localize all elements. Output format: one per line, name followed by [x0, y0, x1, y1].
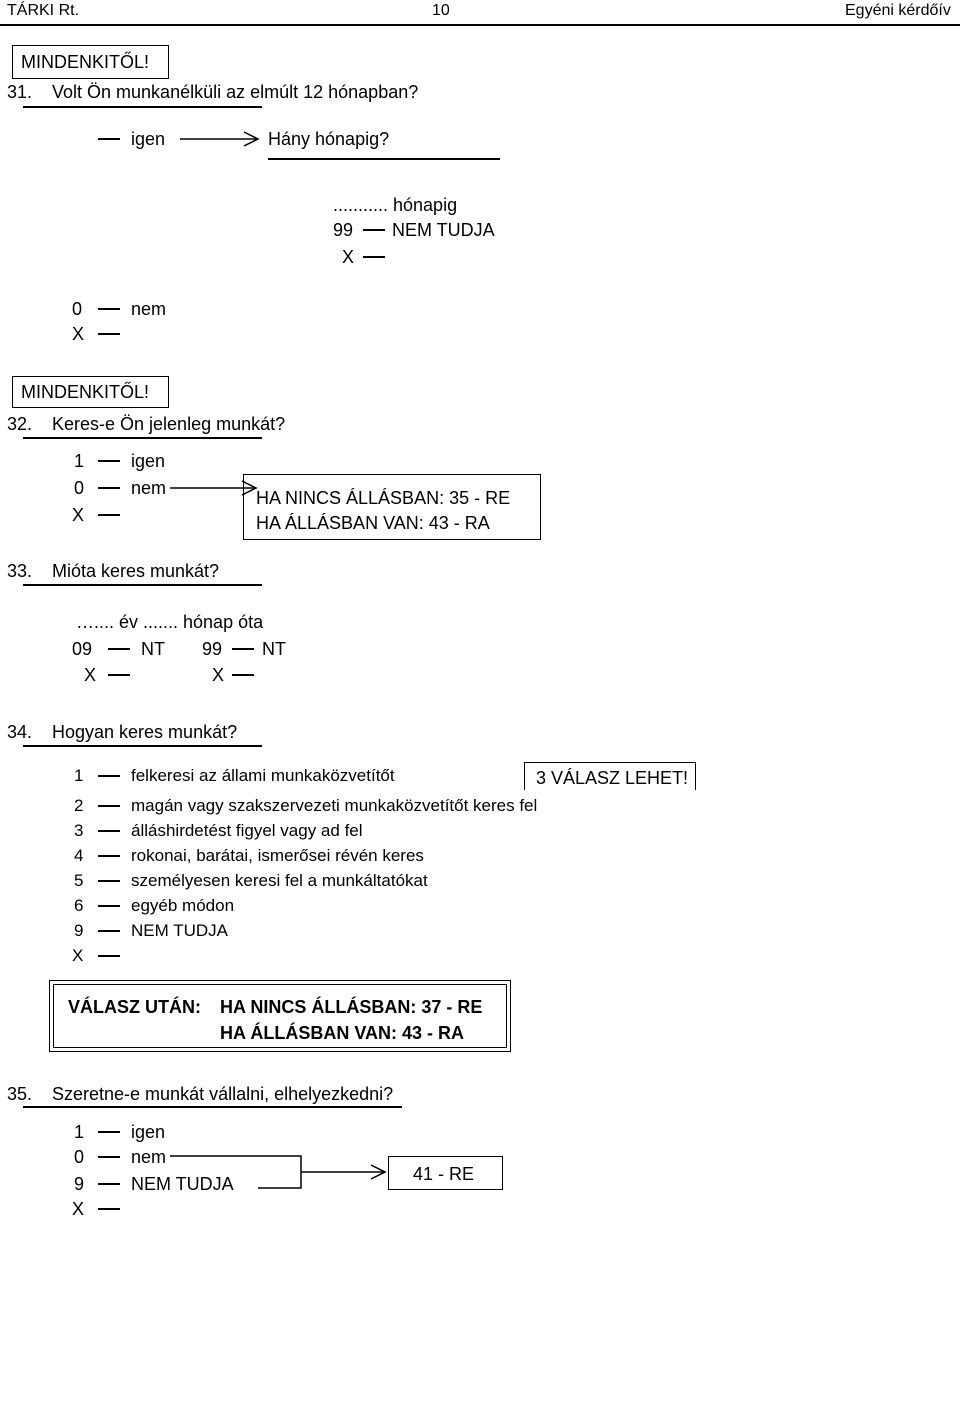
q31-x-dash [98, 333, 120, 335]
page-number: 10 [432, 2, 450, 19]
q32-optx-code: X [72, 505, 85, 525]
q32-opt0-code: 0 [74, 478, 85, 498]
q31-nt-dash [363, 229, 385, 231]
q34-opt1-dash [98, 775, 120, 777]
q34-opt5-label: személyesen keresi fel a munkáltatókat [131, 871, 428, 890]
q35-bracket-arrow [170, 1154, 390, 1194]
q32-opt1-label: igen [131, 451, 166, 471]
q34-opt1-label: felkeresi az állami munkaközvetítőt [131, 766, 395, 785]
q33-nt2-label: NT [262, 639, 286, 659]
header-left: TÁRKI Rt. [7, 2, 80, 19]
q34-question: Hogyan keres munkát? [52, 722, 238, 742]
q34-opt2-code: 2 [74, 796, 84, 815]
q33-x1: X [84, 665, 97, 685]
q34-opt1-code: 1 [74, 766, 84, 785]
q31-nem-dash [98, 308, 120, 310]
q31-nt-label: NEM TUDJA [392, 220, 495, 240]
q33-x1-dash [108, 674, 130, 676]
q35-opt9-dash [98, 1183, 120, 1185]
q31-igen-dash [98, 138, 120, 140]
q34-opt4-label: rokonai, barátai, ismerősei révén keres [131, 846, 424, 865]
q35-number: 35. [7, 1084, 33, 1104]
q33-x2: X [212, 665, 225, 685]
q34-opt3-dash [98, 830, 120, 832]
q34-opt6-dash [98, 905, 120, 907]
q33-underline [23, 584, 262, 586]
q31-question: Volt Ön munkanélküli az elmúlt 12 hónapban? [52, 82, 419, 102]
q35-optx-dash [98, 1208, 120, 1210]
q34-opt5-dash [98, 880, 120, 882]
q34-opt9-label: NEM TUDJA [131, 921, 228, 940]
q31-arrow [180, 131, 260, 147]
q32-number: 32. [7, 414, 33, 434]
q34-opt6-label: egyéb módon [131, 896, 235, 915]
q32-banner: MINDENKITŐL! [21, 382, 150, 402]
q31-nem-label: nem [131, 299, 167, 319]
q31-followup: Hány hónapig? [268, 129, 390, 149]
q33-nt2-dash [232, 648, 254, 650]
q35-question: Szeretne-e munkát vállalni, elhelyezkedni? [52, 1084, 394, 1104]
q32-route1: HA NINCS ÁLLÁSBAN: 35 - RE [256, 488, 511, 508]
q35-underline [23, 1106, 402, 1108]
q32-opt0-dash [98, 487, 120, 489]
q33-nt1-code: 09 [72, 639, 93, 659]
q35-opt1-code: 1 [74, 1122, 85, 1142]
q35-opt0-code: 0 [74, 1147, 85, 1167]
header-right: Egyéni kérdőív [845, 2, 951, 19]
q34-underline [23, 745, 262, 747]
q34-note: 3 VÁLASZ LEHET! [536, 768, 689, 788]
q33-question: Mióta keres munkát? [52, 561, 220, 581]
q34-opt2-label: magán vagy szakszervezeti munkaközvetítőt keres fel [131, 796, 538, 815]
q35-route: 41 - RE [413, 1164, 475, 1184]
q34-opt6-code: 6 [74, 896, 84, 915]
q33-nt1-dash [108, 648, 130, 650]
q35-optx-code: X [72, 1199, 85, 1219]
q31-sub-x-dash [363, 256, 385, 258]
q35-opt9-label: NEM TUDJA [131, 1174, 234, 1194]
q32-question: Keres-e Ön jelenleg munkát? [52, 414, 286, 434]
q33-fill: ….... év ....... hónap óta [76, 612, 264, 632]
q34-optx-code: X [72, 946, 84, 965]
q35-opt1-label: igen [131, 1122, 166, 1142]
q31-underline [23, 106, 262, 108]
q34-opt2-dash [98, 805, 120, 807]
q34-opt3-code: 3 [74, 821, 84, 840]
q33-x2-dash [232, 674, 254, 676]
header-rule [0, 24, 960, 26]
q31-banner: MINDENKITŐL! [21, 52, 150, 72]
q35-opt0-dash [98, 1156, 120, 1158]
q31-x-code: X [72, 324, 85, 344]
q31-followup-underline [268, 158, 500, 160]
q34-opt5-code: 5 [74, 871, 84, 890]
q34-after-label: VÁLASZ UTÁN: [68, 997, 201, 1017]
q33-nt1-label: NT [141, 639, 165, 659]
q32-route2: HA ÁLLÁSBAN VAN: 43 - RA [256, 513, 490, 533]
q33-number: 33. [7, 561, 33, 581]
q34-optx-dash [98, 955, 120, 957]
q32-underline [23, 437, 262, 439]
q32-opt0-label: nem [131, 478, 167, 498]
q34-opt4-code: 4 [74, 846, 84, 865]
q34-opt3-label: álláshirdetést figyel vagy ad fel [131, 821, 363, 840]
q35-opt0-label: nem [131, 1147, 167, 1167]
q31-number: 31. [7, 82, 33, 102]
q34-opt4-dash [98, 855, 120, 857]
q31-months-fill: ........... hónapig [333, 195, 458, 215]
q35-opt9-code: 9 [74, 1174, 85, 1194]
q32-opt1-dash [98, 460, 120, 462]
q34-number: 34. [7, 722, 33, 742]
q32-opt1-code: 1 [74, 451, 85, 471]
q33-nt2-code: 99 [202, 639, 223, 659]
q34-after2: HA ÁLLÁSBAN VAN: 43 - RA [220, 1023, 465, 1043]
q35-opt1-dash [98, 1131, 120, 1133]
q32-optx-dash [98, 514, 120, 516]
q34-opt9-dash [98, 930, 120, 932]
q31-sub-x: X [342, 247, 355, 267]
q34-opt9-code: 9 [74, 921, 84, 940]
q31-nt-code: 99 [333, 220, 354, 240]
q34-after1: HA NINCS ÁLLÁSBAN: 37 - RE [220, 997, 483, 1017]
q31-nem-code: 0 [72, 299, 83, 319]
q31-igen-label: igen [131, 129, 166, 149]
